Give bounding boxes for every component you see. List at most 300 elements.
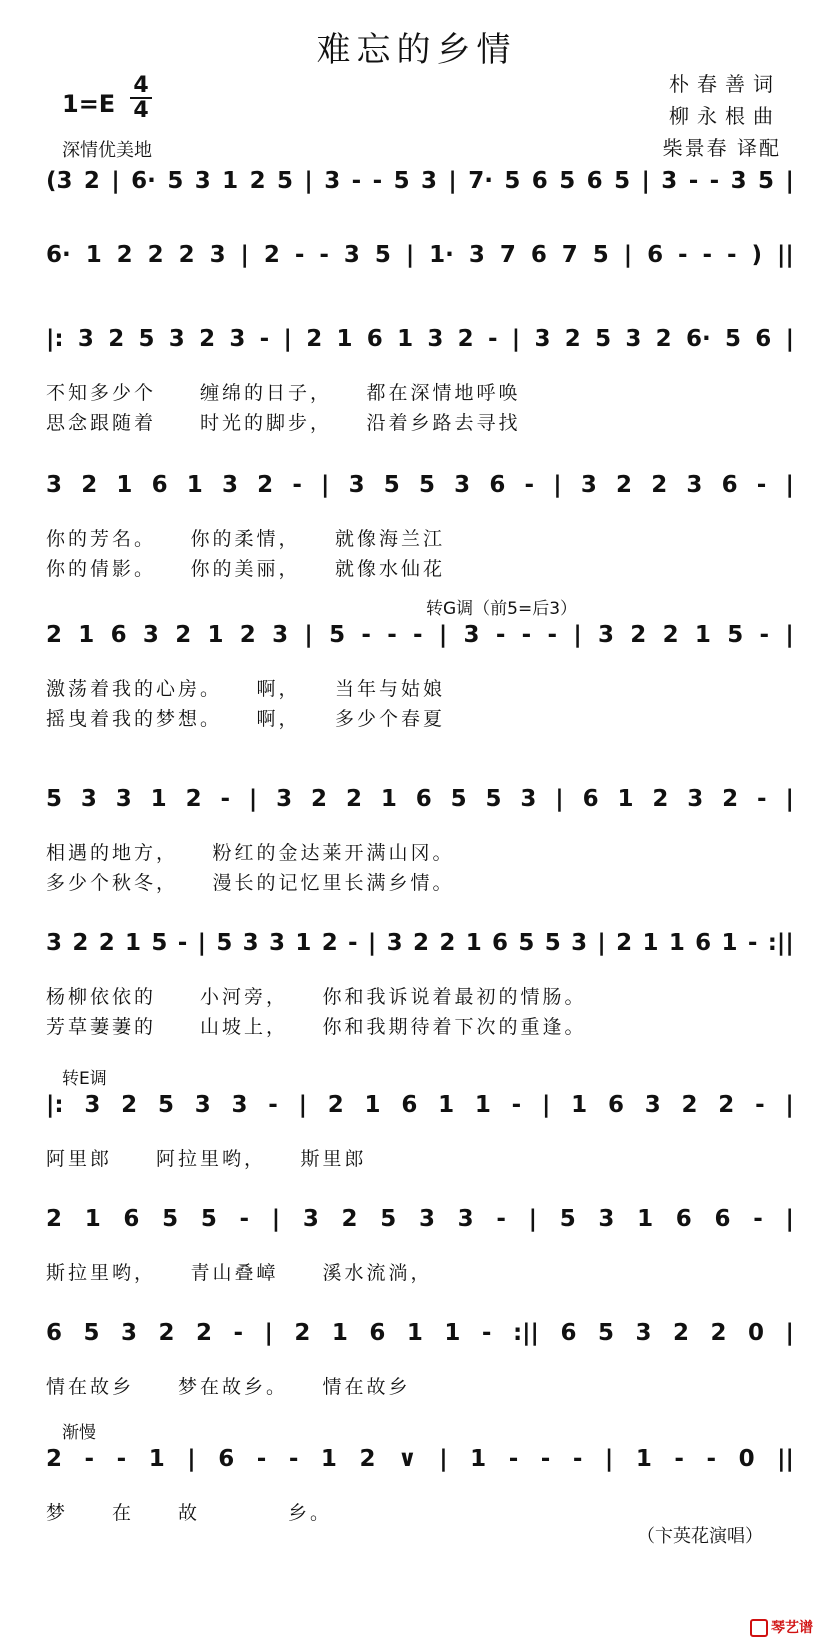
note: 6 [530,242,547,268]
note: 2 [98,930,115,956]
note: 6 [123,1206,140,1232]
note: 5 [83,1320,100,1346]
note: 2 [718,1092,735,1118]
note: 3 [77,326,94,352]
note: 3 [142,622,159,648]
bar-line: | [304,622,313,648]
time-signature-bottom: 4 [133,98,149,123]
note: 5 [504,168,521,194]
note: 6 [492,930,509,956]
note: 3 [386,930,403,956]
note: 1 [150,786,167,812]
note: - [239,1206,250,1232]
note: 1 [320,1446,337,1472]
note: 1 [571,1092,588,1118]
bar-line: | [623,242,633,268]
note: - [702,242,713,268]
note: 5 [200,1206,217,1232]
note: 6 [489,472,506,498]
note: 3 [115,786,132,812]
note: 6 [151,472,168,498]
notation-line [46,786,794,812]
note: (3 [46,168,73,194]
note: 6 [560,1320,577,1346]
lyric-line: 激荡着我的心房。 啊， 当年与姑娘 [46,678,446,700]
note: 6 [586,168,603,194]
note: 6 [366,326,383,352]
bar-line: |: [46,1092,64,1118]
bar-line: || [777,242,794,268]
note: 3 [229,326,246,352]
section-mark: 渐慢 [62,1423,96,1443]
logo-icon [750,1619,768,1637]
notation-line [46,1320,794,1346]
note: 3 [231,1092,248,1118]
bar-line: | [511,326,521,352]
bar-line: | [438,622,448,648]
note: 2 [249,168,266,194]
note: 6 [721,472,738,498]
note: 1 [364,1092,381,1118]
note: 6· [131,168,156,194]
note: 2 [564,326,581,352]
note: 1 [465,930,482,956]
bar-line: | [321,472,330,498]
notation-system [46,326,794,374]
lyric-line: 你的倩影。 你的美丽， 就像水仙花 [46,558,446,580]
logo-text: 琴艺谱 [771,1620,813,1636]
note: 2 [662,622,679,648]
lyric-line: 你的芳名。 你的柔情， 就像海兰江 [46,528,446,550]
note: 3 [468,242,485,268]
note: 3 [687,786,704,812]
note: 5 [485,786,502,812]
note: 1 [380,786,397,812]
note: 7· [468,168,493,194]
bar-line: | [785,1320,794,1346]
note: 0 [747,1320,764,1346]
bar-line: | [248,786,258,812]
note: - [487,326,498,352]
note: 5 [138,326,155,352]
note: 5 [383,472,400,498]
bar-line: | [448,168,457,194]
bar-line: | [785,472,794,498]
composer-credit: 柳永根曲 [669,104,781,128]
bar-line: | [197,930,206,956]
note: 5 [329,622,346,648]
notation-line [46,326,794,352]
note: 3 [242,930,259,956]
notation-line [46,242,794,268]
bar-line: | [187,1446,196,1472]
note: 3 [194,168,211,194]
note: 2 [655,326,672,352]
bar-line: | [367,930,377,956]
note: 3 [571,930,588,956]
note: - [319,242,329,268]
notation-system [46,242,794,290]
note: - [496,1206,506,1232]
bar-line: | [641,168,650,194]
note: 5 [559,1206,576,1232]
note: 5 [727,622,744,648]
note: 6 [110,622,127,648]
lyric-line: 情在故乡 梦在故乡。 情在故乡 [46,1376,411,1398]
note: 3 [269,930,286,956]
note: 7 [499,242,516,268]
note: - [706,1446,717,1472]
note: 3 [276,786,293,812]
time-signature-top: 4 [133,73,149,98]
lyric-line: 杨柳依依的 小河旁， 你和我诉说着最初的情肠。 [46,986,587,1008]
note: - [759,622,770,648]
note: - [177,930,188,956]
note: 1 [642,930,659,956]
bar-line: | [555,786,564,812]
bar-line: || [777,1446,794,1472]
time-signature [128,74,154,122]
bar-line: | [528,1206,537,1232]
note: 2 [359,1446,376,1472]
note: 1 [694,622,711,648]
note: 3 [46,930,63,956]
note: 1 [295,930,312,956]
note: 2 [294,1320,311,1346]
note: 1 [85,242,102,268]
note: 1 [474,1092,491,1118]
note: 6 [607,1092,624,1118]
bar-line: | [541,1092,551,1118]
note: - [521,622,532,648]
lyric-line: 阿里郎 阿拉里哟， 斯里郎 [46,1148,367,1170]
bar-line: | [111,168,120,194]
bar-line: | [439,1446,448,1472]
note: 5 [758,168,775,194]
note: 5 [614,168,631,194]
note: - [481,1320,492,1346]
notation-system [46,622,794,670]
note: 2 [83,168,100,194]
note: 2 [46,622,63,648]
note: 2 [321,930,338,956]
bar-line: | [298,1092,307,1118]
note: - [753,1206,763,1232]
note: 2 [158,1320,175,1346]
note: 2 [651,472,668,498]
bar-line: | [553,472,562,498]
note: - [757,786,767,812]
note: - [256,1446,267,1472]
tempo-marking: 深情优美地 [62,140,152,161]
note: 5 [418,472,435,498]
note: 3 [454,472,471,498]
bar-line: :|| [512,1320,539,1346]
lyric-line: 梦 在 故 乡。 [46,1502,333,1524]
note: 3 [272,622,289,648]
note: 3 [730,168,747,194]
note: - [511,1092,522,1118]
note: 2 [616,472,633,498]
note: 5 [380,1206,397,1232]
note: 5 [157,1092,174,1118]
note: 3 [420,168,437,194]
note: 2 [46,1446,63,1472]
note: 3 [84,1092,101,1118]
note: 3 [661,168,678,194]
note: 1 [186,472,203,498]
note: 2 [672,1320,689,1346]
note: 2 [327,1092,344,1118]
note: 5 [518,930,535,956]
note: 2 [175,622,192,648]
note: 6 [369,1320,386,1346]
note: 3 [343,242,360,268]
note: 1 [222,168,239,194]
note: 3 [427,326,444,352]
note: 3 [80,786,97,812]
note: - [540,1446,551,1472]
note: 3 [324,168,341,194]
note: 5 [544,930,561,956]
bar-line: | [283,326,292,352]
bar-line: | [304,168,313,194]
note: 2 [239,622,256,648]
bar-line: | [785,1206,794,1232]
lyric-line: 多少个秋冬， 漫长的记忆里长满乡情。 [46,872,455,894]
note: 5 [216,930,233,956]
section-mark: 转E调 [62,1069,107,1089]
note: 2 [457,326,474,352]
note: 2 [311,786,328,812]
notation-system [46,1320,794,1368]
note: 5 [151,930,168,956]
note: 1 [668,930,685,956]
note: 3 [209,242,226,268]
note: 3 [463,622,480,648]
note: 1 [148,1446,165,1472]
note: 3 [644,1092,661,1118]
bar-line: | [785,326,794,352]
note: 2 [616,930,633,956]
note: - [294,242,305,268]
note: - [372,168,383,194]
bar-line: | [597,930,606,956]
bar-line: | [240,242,249,268]
note: 6· [46,242,71,268]
note: 1 [617,786,634,812]
note: 1 [470,1446,487,1472]
note: 6 [675,1206,692,1232]
notation-system [46,786,794,834]
note: - [678,242,688,268]
note: - [84,1446,95,1472]
notation-line [46,622,794,648]
note: 7 [561,242,578,268]
note: 2 [121,1092,138,1118]
note: 3 [121,1320,138,1346]
note: - [413,622,423,648]
note: 2 [81,472,98,498]
note: 3 [46,472,63,498]
lyric-line: 不知多少个 缠绵的日子， 都在深情地呼唤 [46,382,521,404]
page-title: 难忘的乡情 [316,30,517,70]
note: 1 [78,622,95,648]
bar-line: | [573,622,582,648]
note: 5 [393,168,410,194]
note: - [268,1092,278,1118]
note: 2 [681,1092,698,1118]
note: 3 [457,1206,474,1232]
notation-system [46,168,794,216]
note: 1 [84,1206,101,1232]
note: 2 [341,1206,358,1232]
lyric-line: 思念跟随着 时光的脚步， 沿着乡路去寻找 [46,412,521,434]
note: 2 [147,242,164,268]
note: 1 [125,930,142,956]
note: - [688,168,699,194]
notation-line [46,168,794,194]
note: 1 [438,1092,455,1118]
note: 3 [520,786,537,812]
note: 3 [686,472,703,498]
notation-system [46,930,794,978]
note: 1 [397,326,414,352]
note: 6 [401,1092,418,1118]
lyric-line: 摇曳着我的梦想。 啊， 多少个春夏 [46,708,446,730]
note: 5 [374,242,391,268]
note: 2 [710,1320,727,1346]
note: 3 [194,1092,211,1118]
note: 3 [168,326,185,352]
note: 6 [46,1320,63,1346]
note: 5 [597,1320,614,1346]
note: 5 [450,786,467,812]
note: 0 [738,1446,755,1472]
note: 1 [331,1320,348,1346]
notation-system [46,1206,794,1254]
bar-line: :|| [767,930,794,956]
note: 6 [695,930,712,956]
note: 5 [595,326,612,352]
note: 1 [635,1446,652,1472]
note: - [755,1092,765,1118]
note: 1· [429,242,454,268]
note: 1 [721,930,738,956]
note: 1 [406,1320,423,1346]
note: 2 [178,242,195,268]
bar-line: | [785,622,794,648]
note: 1 [207,622,224,648]
bar-line: | [264,1320,273,1346]
note: 6 [415,786,432,812]
note: - [508,1446,519,1472]
notation-system [46,472,794,520]
note: 5 [162,1206,179,1232]
note: 3 [580,472,597,498]
bar-line: | [405,242,415,268]
lyric-line: 芳草萋萋的 山坡上， 你和我期待着下次的重逢。 [46,1016,587,1038]
note: 2 [185,786,202,812]
note: - [259,326,270,352]
note: - [524,472,535,498]
note: 3 [534,326,551,352]
note: 5 [167,168,184,194]
bar-line: | [271,1206,281,1232]
note: - [361,622,371,648]
note: 5 [559,168,576,194]
notation-line [46,472,794,498]
note: 2 [439,930,456,956]
lyric-line: 斯拉里哟， 青山叠嶂 溪水流淌， [46,1262,433,1284]
note: - [495,622,506,648]
note: - [727,242,737,268]
note: - [348,930,358,956]
note: 2 [722,786,739,812]
note: 2 [263,242,280,268]
note: 5 [592,242,609,268]
note: - [747,930,758,956]
section-mark: 转G调（前5=后3） [426,599,578,619]
note: - [674,1446,684,1472]
note: - [387,622,397,648]
bar-line: | [604,1446,614,1472]
note: - [756,472,767,498]
note: 2 [630,622,647,648]
key-signature: 1=E [62,90,116,118]
note: 5 [277,168,294,194]
lyricist-credit: 朴春善词 [669,72,781,96]
notation-system [46,1092,794,1140]
note: 5 [725,326,742,352]
lyric-line: 相遇的地方， 粉红的金达莱开满山冈。 [46,842,455,864]
note: 3 [625,326,642,352]
note: - [547,622,558,648]
note: 2 [116,242,133,268]
note: - [288,1446,299,1472]
note: 2 [652,786,669,812]
note: - [351,168,362,194]
notation-system [46,1446,794,1494]
note: 3 [418,1206,435,1232]
note: - [572,1446,583,1472]
note: - [233,1320,244,1346]
note: 1 [637,1206,654,1232]
note: 2 [345,786,362,812]
note: 2 [72,930,89,956]
bar-line: | [785,168,794,194]
note: 1 [336,326,353,352]
note: 2 [306,326,323,352]
note: 1 [116,472,133,498]
note: 3 [635,1320,652,1346]
notation-line [46,1206,794,1232]
note: 3 [302,1206,319,1232]
note: 5 [46,786,63,812]
bar-line: | [785,1092,794,1118]
note: 6· [685,326,711,352]
note: 2 [413,930,430,956]
note: 6 [218,1446,235,1472]
note: 2 [108,326,125,352]
notation-line [46,1092,794,1118]
note: - [709,168,720,194]
notation-line [46,1446,794,1472]
note: ) [751,242,763,268]
bar-line: | [785,786,794,812]
note: 3 [598,622,615,648]
note: 3 [221,472,238,498]
